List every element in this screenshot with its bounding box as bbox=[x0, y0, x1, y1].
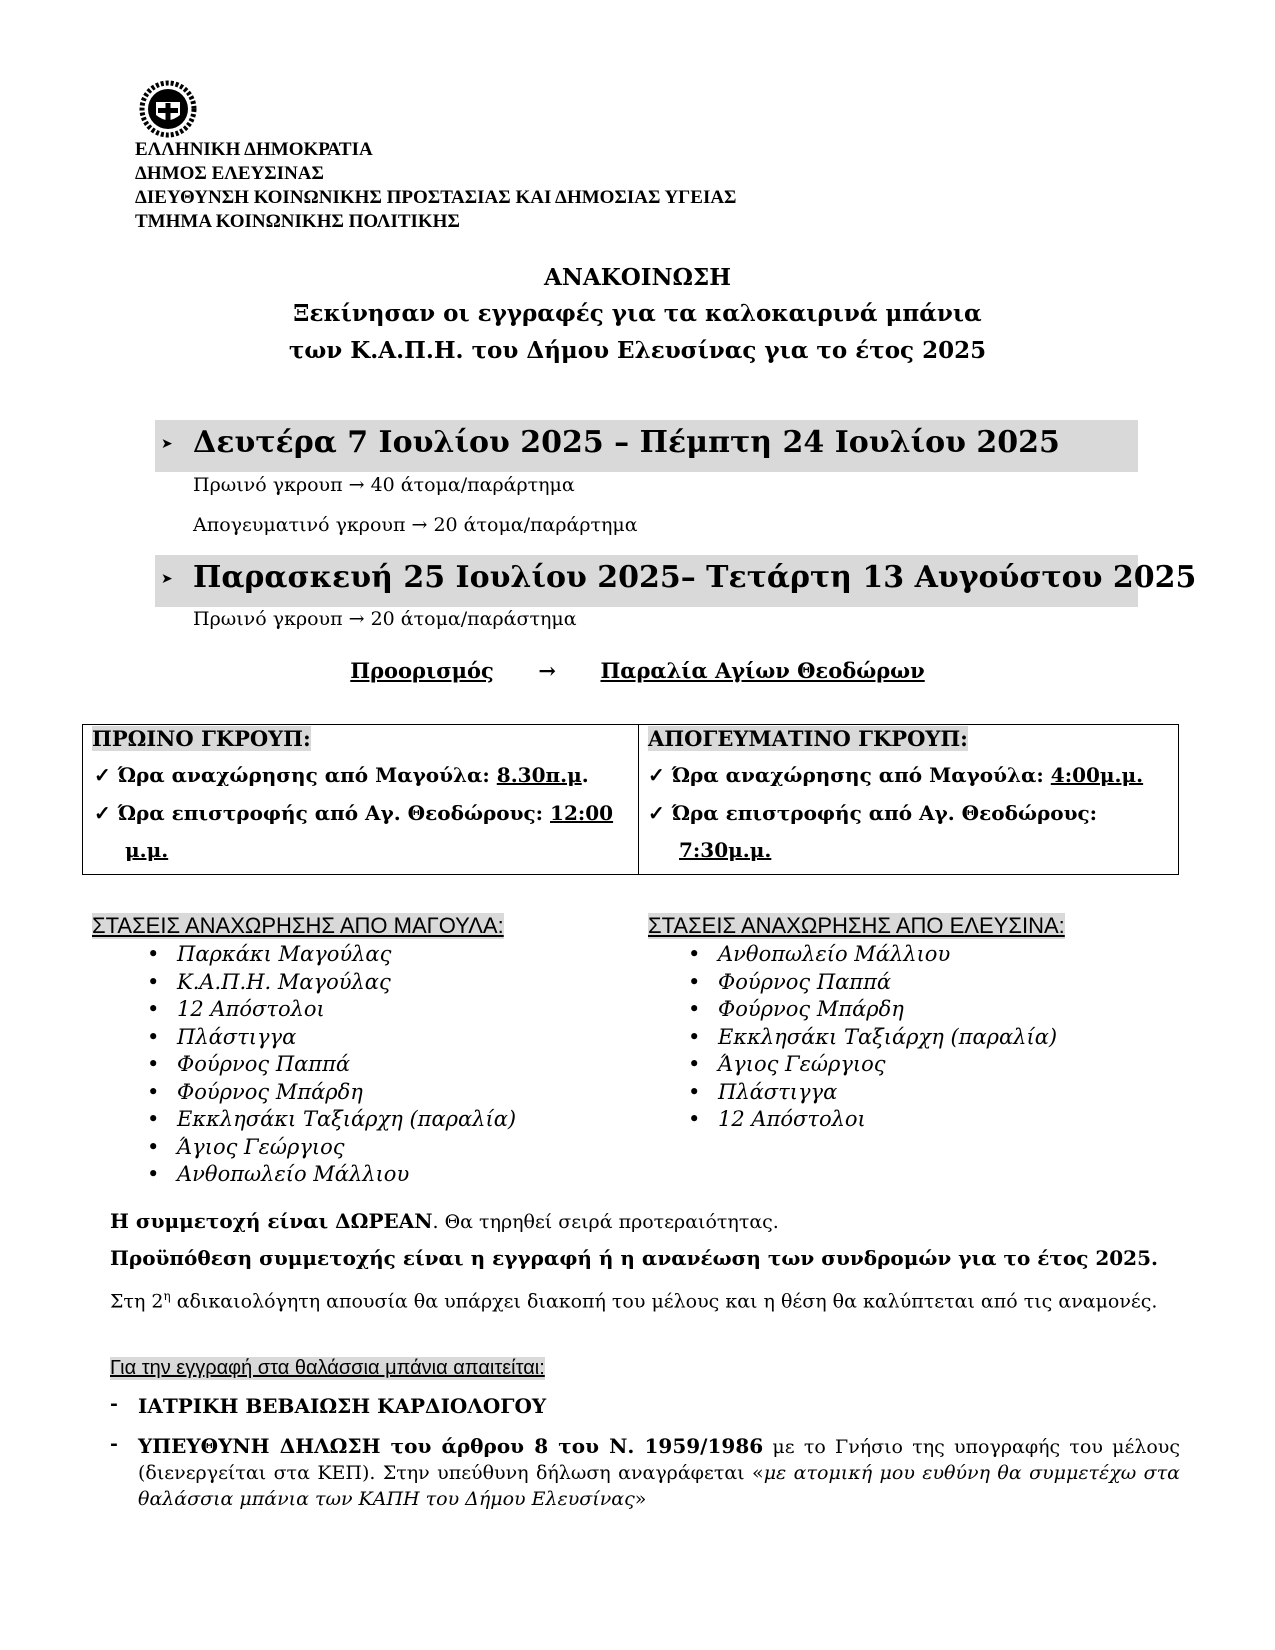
list-item: • Πλάστιγγα bbox=[718, 1079, 1057, 1107]
check-icon: ✓ bbox=[94, 763, 118, 787]
list-item: • Φούρνος Μπάρδη bbox=[718, 996, 1057, 1024]
list-item: • Εκκλησάκι Ταξιάρχη (παραλία) bbox=[177, 1106, 516, 1134]
requirement-cardiology: ΙΑΤΡΙΚΗ ΒΕΒΑΙΩΣΗ ΚΑΡΔΙΟΛΟΓΟΥ bbox=[138, 1394, 547, 1418]
dash-bullet: - bbox=[110, 1433, 118, 1455]
arrow-icon: → bbox=[538, 658, 556, 683]
announcement-subtitle-2: των Κ.Α.Π.Η. του Δήμου Ελευσίνας για το έτος 2025 bbox=[288, 337, 987, 364]
list-item: • Πλάστιγγα bbox=[177, 1024, 516, 1052]
absence-note: Στη $2^\eta$ αδικαιολόγητη απουσία θα υπάρχει διακοπή του μέλους και η θέση θα καλύπτεται από τις αναμονές. bbox=[110, 1289, 1158, 1313]
requirements-heading: Για την εγγραφή στα θαλάσσια μπάνια απαιτείται: bbox=[110, 1357, 545, 1379]
schedule-table bbox=[82, 724, 1179, 875]
announcement-subtitle: Ξεκίνησαν οι εγγραφές για τα καλοκαιρινά μπάνια bbox=[293, 300, 982, 327]
list-item: • Άγιος Γεώργιος bbox=[177, 1134, 516, 1162]
list-item: • Ανθοπωλείο Μάλλιου bbox=[177, 1161, 516, 1189]
period-band bbox=[155, 420, 1138, 472]
free-participation-note: Η συμμετοχή είναι ΔΩΡΕΑΝ. Θα τηρηθεί σειρά προτεραιότητας. bbox=[110, 1209, 779, 1233]
arrow-bullet-icon: ➤ bbox=[161, 436, 173, 452]
header-line: ΔΙΕΥΘΥΝΣΗ ΚΟΙΝΩΝΙΚΗΣ ΠΡΟΣΤΑΣΙΑΣ ΚΑΙ ΔΗΜΟΣΙΑΣ ΥΓΕΙΑΣ bbox=[135, 187, 737, 208]
stops-magoula-list bbox=[177, 941, 516, 1189]
stops-elefsina-list bbox=[718, 941, 1057, 1134]
list-item: • Ανθοπωλείο Μάλλιου bbox=[718, 941, 1057, 969]
header-authority bbox=[135, 138, 736, 234]
afternoon-return: ✓ Ώρα επιστροφής από Αγ. Θεοδώρους: bbox=[648, 801, 1098, 825]
table-divider bbox=[638, 725, 639, 874]
header-line: ΕΛΛΗΝΙΚΗ ΔΗΜΟΚΡΑΤΙΑ bbox=[135, 139, 373, 160]
header-line: ΤΜΗΜΑ ΚΟΙΝΩΝΙΚΗΣ ΠΟΛΙΤΙΚΗΣ bbox=[135, 211, 460, 232]
morning-departure: ✓ Ώρα αναχώρησης από Μαγούλα: 8.30π.μ. bbox=[94, 763, 589, 787]
announcement-title: ΑΝΑΚΟΙΝΩΣΗ bbox=[544, 264, 731, 291]
dash-bullet: - bbox=[110, 1393, 118, 1415]
period-dates: Δευτέρα 7 Ιουλίου 2025 – Πέμπτη 24 Ιουλίου 2025 bbox=[193, 425, 1060, 460]
header-line: ΔΗΜΟΣ ΕΛΕΥΣΙΝΑΣ bbox=[135, 163, 324, 184]
afternoon-departure: ✓ Ώρα αναχώρησης από Μαγούλα: 4:00μ.μ. bbox=[648, 763, 1144, 787]
group-capacity: Πρωινό γκρουπ → 20 άτομα/παράστημα bbox=[193, 608, 577, 630]
afternoon-group-heading: ΑΠΟΓΕΥΜΑΤΙΝΟ ΓΚΡΟΥΠ: bbox=[648, 726, 968, 751]
list-item: • Παρκάκι Μαγούλας bbox=[177, 941, 516, 969]
period-band bbox=[155, 555, 1197, 607]
group-capacity: Πρωινό γκρουπ → 40 άτομα/παράρτημα bbox=[193, 474, 575, 496]
arrow-bullet-icon: ➤ bbox=[161, 571, 173, 587]
list-item: • Φούρνος Μπάρδη bbox=[177, 1079, 516, 1107]
stops-magoula-heading: ΣΤΑΣΕΙΣ ΑΝΑΧΩΡΗΣΗΣ ΑΠΟ ΜΑΓΟΥΛΑ: bbox=[92, 913, 504, 938]
destination bbox=[0, 658, 1275, 683]
list-item: • Εκκλησάκι Ταξιάρχη (παραλία) bbox=[718, 1024, 1057, 1052]
list-item: • Φούρνος Παππά bbox=[718, 969, 1057, 997]
destination-label: Προορισμός bbox=[350, 658, 494, 683]
list-item: • Φούρνος Παππά bbox=[177, 1051, 516, 1079]
emblem-icon bbox=[139, 80, 197, 138]
group-capacity: Απογευματινό γκρουπ → 20 άτομα/παράρτημα bbox=[193, 514, 638, 536]
period-dates: Παρασκευή 25 Ιουλίου 2025– Τετάρτη 13 Αυγούστου 2025 bbox=[193, 560, 1197, 595]
afternoon-return-cont: 7:30μ.μ. bbox=[679, 838, 772, 862]
destination-place: Παραλία Αγίων Θεοδώρων bbox=[600, 658, 925, 683]
check-icon: ✓ bbox=[94, 801, 118, 825]
check-icon: ✓ bbox=[648, 801, 672, 825]
list-item: • Άγιος Γεώργιος bbox=[718, 1051, 1057, 1079]
prerequisite-note: Προϋπόθεση συμμετοχής είναι η εγγραφή ή η ανανέωση των συνδρομών για το έτος 2025. bbox=[110, 1246, 1158, 1270]
list-item: • 12 Απόστολοι bbox=[718, 1106, 1057, 1134]
morning-return: ✓ Ώρα επιστροφής από Αγ. Θεοδώρους: 12:00 bbox=[94, 801, 614, 825]
morning-group-heading: ΠΡΩΙΝΟ ΓΚΡΟΥΠ: bbox=[92, 726, 311, 751]
morning-return-cont: μ.μ. bbox=[125, 838, 169, 862]
list-item: • 12 Απόστολοι bbox=[177, 996, 516, 1024]
list-item: • Κ.Α.Π.Η. Μαγούλας bbox=[177, 969, 516, 997]
requirement-declaration: ΥΠΕΥΘΥΝΗ ΔΗΛΩΣΗ του άρθρου 8 του Ν. 1959/1986 με το Γνήσιο της υπογραφής του μέλους (διενεργείται στα ΚΕΠ). Στην υπεύθυνη δήλωση αναγράφεται «με ατομική μου ευθύνη θα συμμετέχω στα θαλάσσια μπάνια των ΚΑΠΗ του Δήμου Ελευσίνας» bbox=[138, 1434, 1180, 1510]
check-icon: ✓ bbox=[648, 763, 672, 787]
stops-elefsina-heading: ΣΤΑΣΕΙΣ ΑΝΑΧΩΡΗΣΗΣ ΑΠΟ ΕΛΕΥΣΙΝΑ: bbox=[648, 913, 1065, 938]
